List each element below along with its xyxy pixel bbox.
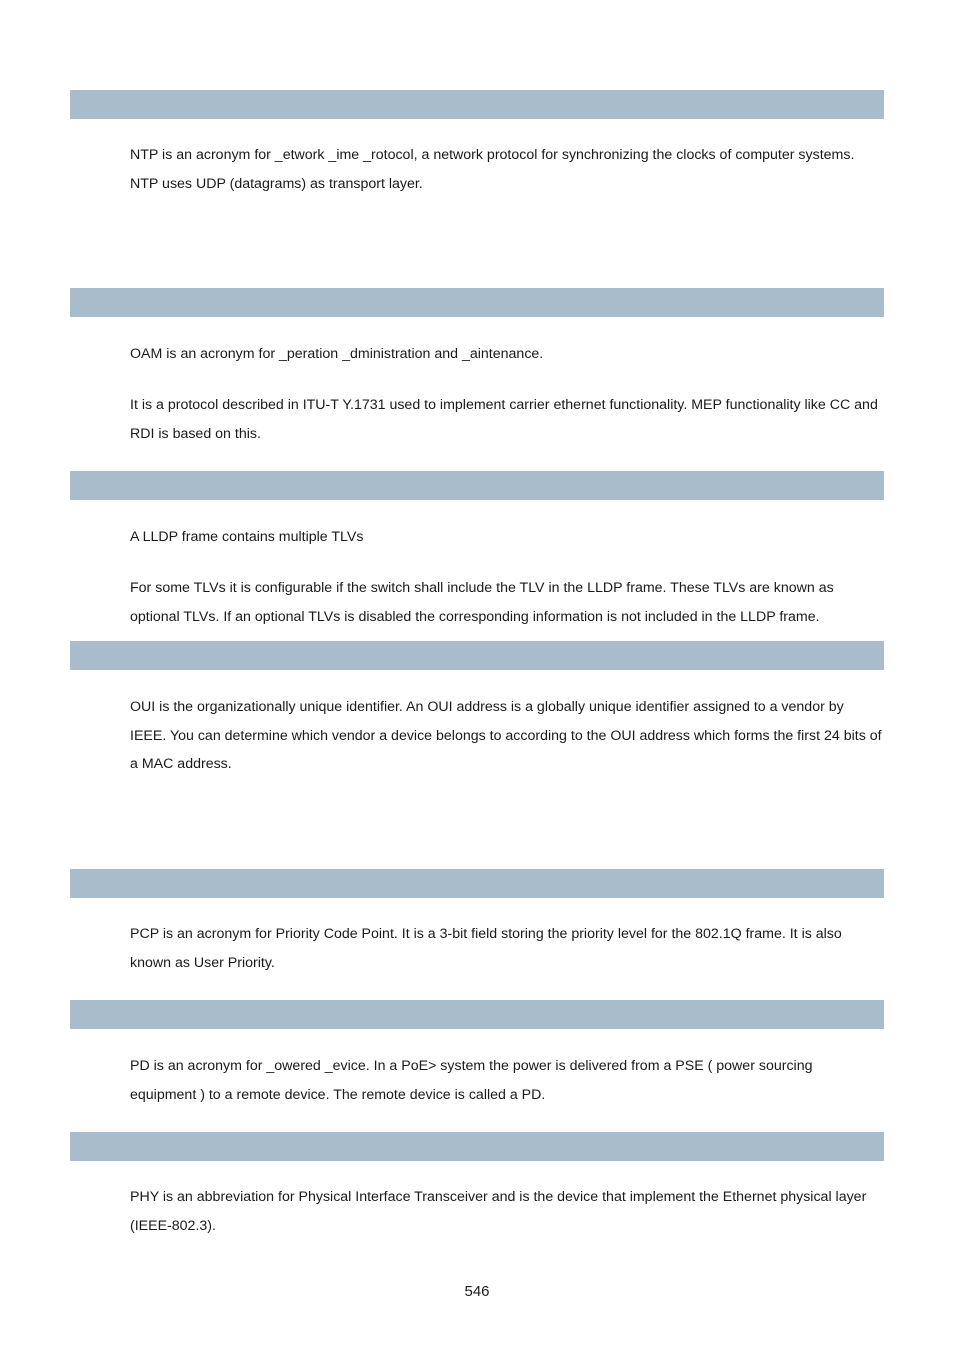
section-header-bar bbox=[70, 288, 884, 317]
section-header-bar bbox=[70, 869, 884, 898]
pcp-definition: PCP is an acronym for Priority Code Point. It is a 3-bit field storing the priority level for the 802.1Q frame. It is also known as User Priority. bbox=[130, 926, 842, 971]
oui-definition: OUI is the organizationally unique identifier. An OUI address is a globally unique identifier assigned to a vendor by IEEE. You can determine which vendor a device belongs to according to the OUI address which forms the first 24 bits of a MAC address. bbox=[130, 699, 882, 773]
pd-definition: PD is an acronym for _owered _evice. In a PoE> system the power is delivered from a PSE ( power sourcing equipment ) to a remote device. The remote device is called a PD. bbox=[130, 1058, 813, 1103]
oam-description: It is a protocol described in ITU-T Y.1731 used to implement carrier ethernet functionality. MEP functionality like CC and RDI is based on this. bbox=[130, 397, 878, 442]
optional-tlv-description: For some TLVs it is configurable if the switch shall include the TLV in the LLDP frame. These TLVs are known as optional TLVs. If an optional TLVs is disabled the corresponding information is not included in the LLDP frame. bbox=[130, 580, 834, 625]
section-header-bar bbox=[70, 471, 884, 500]
ntp-definition: NTP is an acronym for _etwork _ime _rotocol, a network protocol for synchronizing the clocks of computer systems. NTP uses UDP (datagrams) as transport layer. bbox=[130, 147, 855, 192]
section-header-bar bbox=[70, 641, 884, 670]
lldp-tlv-intro: A LLDP frame contains multiple TLVs bbox=[130, 529, 364, 545]
section-header-bar bbox=[70, 1132, 884, 1161]
phy-definition: PHY is an abbreviation for Physical Interface Transceiver and is the device that implement the Ethernet physical layer (IEEE-802.3). bbox=[130, 1189, 867, 1234]
oam-definition: OAM is an acronym for _peration _dministration and _aintenance. bbox=[130, 346, 544, 362]
section-header-bar bbox=[70, 1000, 884, 1029]
page-number: 546 bbox=[464, 1283, 490, 1300]
section-header-bar bbox=[70, 90, 884, 119]
